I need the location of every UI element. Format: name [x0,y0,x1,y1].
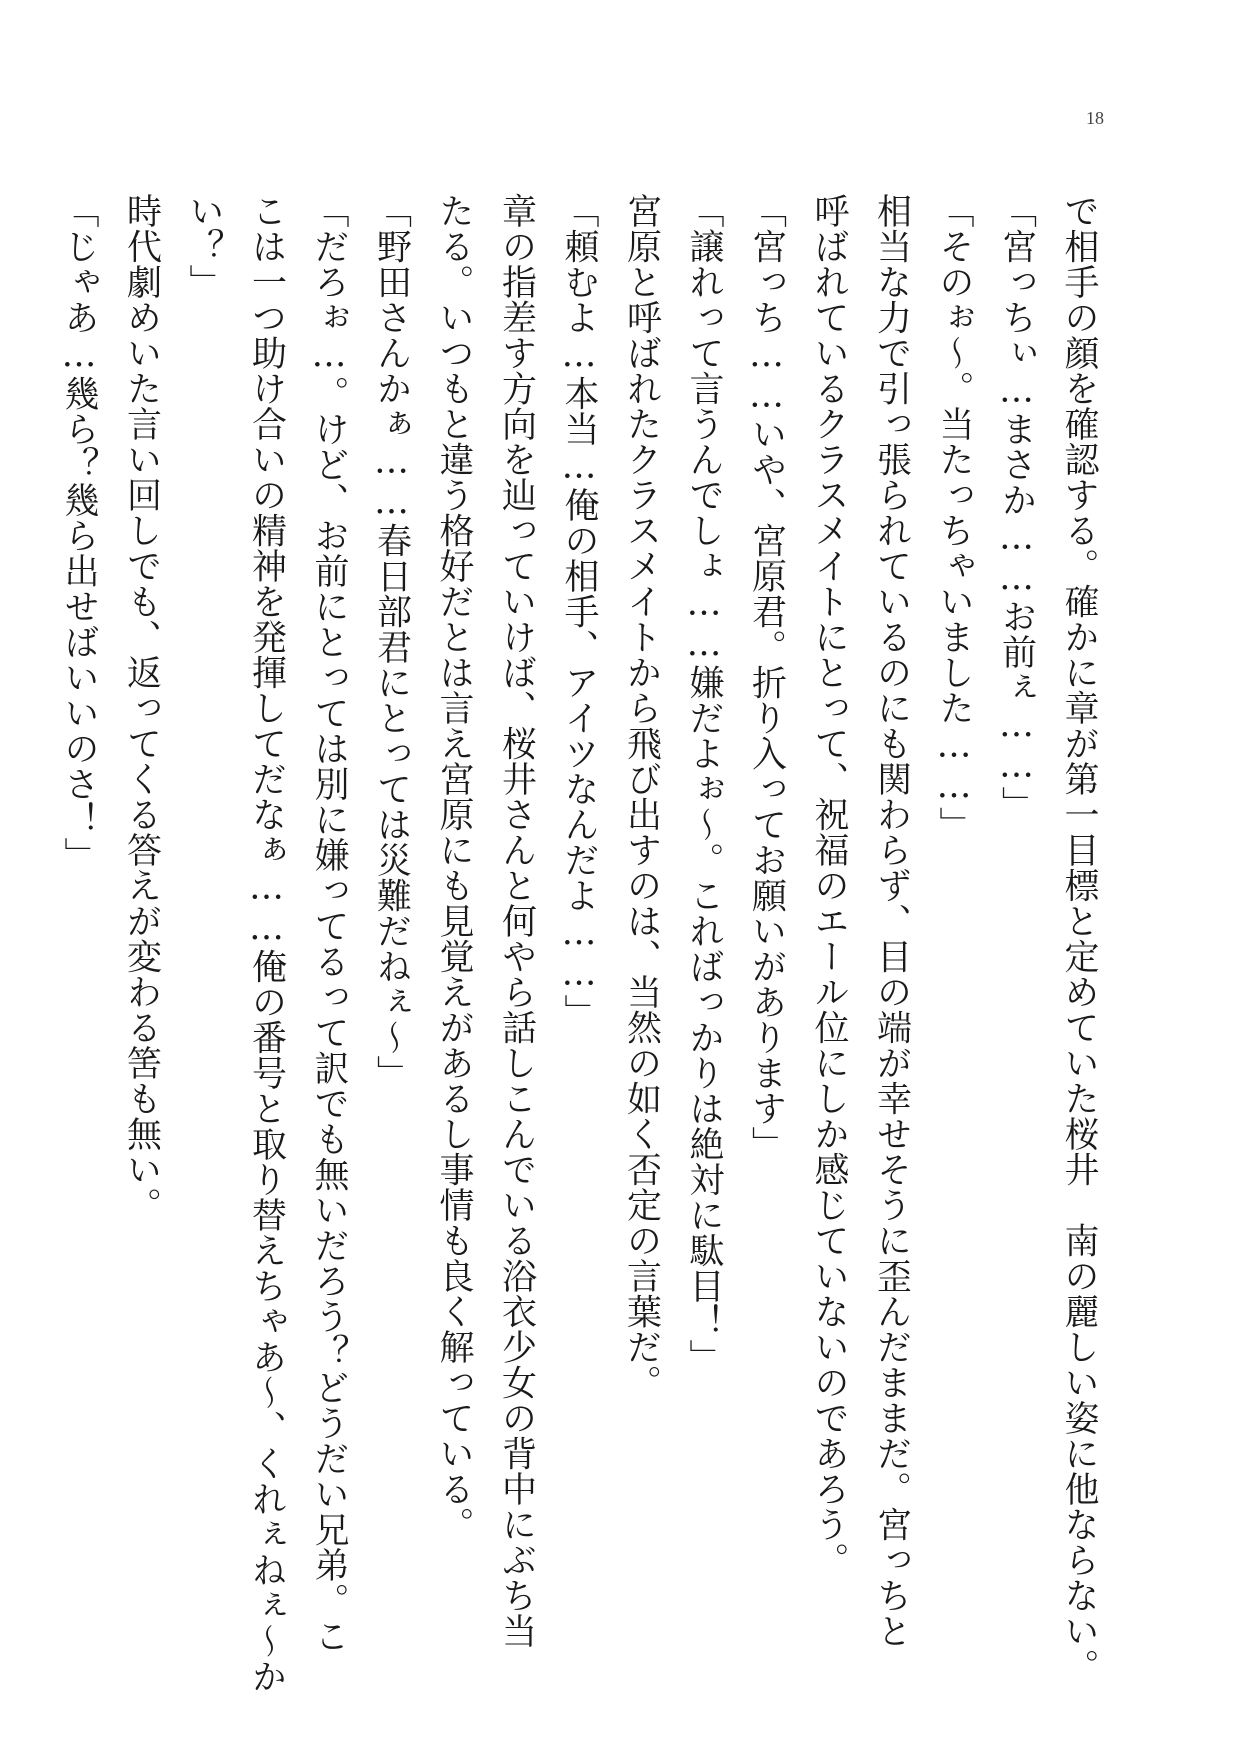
text-line: 呼ばれているクラスメイトにとって、祝福のエール位にしか感じていないのであろう。 [809,193,849,1578]
text-line: 「頼むよ…本当…俺の相手、アイツなんだよ……」 [559,193,599,1030]
text-line: たる。いつもと違う格好だとは言え宮原にも見覚えがあるし事情も良く解っている。 [434,193,474,1542]
text-line: 「野田さんかぁ……春日部君にとっては災難だねぇ〜」 [371,193,412,1091]
page-number: 18 [1086,108,1104,128]
text-line: 「じゃあ…幾ら？幾ら出せばいいのさ！」 [59,193,99,873]
text-line: 宮原と呼ばれたクラスメイトから飛び出すのは、当然の如く否定の言葉だ。 [621,193,662,1400]
text-line: 「譲れって言うんでしょ……嫌だよぉ〜。こればっかりは絶対に駄目！」 [684,193,724,1375]
text-line: 「宮っち……いや、宮原君。折り入ってお願いがあります」 [746,193,787,1162]
text-line: 時代劇めいた言い回しでも、返ってくる答えが変わる筈も無い。 [121,193,162,1223]
text-line: 相当な力で引っ張られているのにも関わらず、目の端が幸せそうに歪んだままだ。宮っちと [871,193,912,1649]
text-line: で相手の顔を確認する。確かに章が第一目標と定めていた桜井 南の麗しい姿に他ならない。 [1059,193,1099,1684]
vertical-text-body [59,193,1110,1694]
text-line: 「だろぉ…。けど、お前にとっては別に嫌ってるって訳でも無いだろう？どうだい兄弟。こ [309,193,349,1654]
text-line: 「そのぉ〜。当たっちゃいました……」 [934,193,974,842]
text-line: こは一つ助け合いの精神を発揮してだなぁ……俺の番号と取り替えちゃあ〜、くれぇねぇ〜か [246,193,287,1694]
text-line: 「宮っちぃ…まさか……お前ぇ……」 [996,193,1037,822]
text-line: い？」 [184,193,224,300]
text-line: 章の指差す方向を辿っていけば、桜井さんと何やら話しこんでいる浴衣少女の背中にぶち当 [496,193,537,1649]
